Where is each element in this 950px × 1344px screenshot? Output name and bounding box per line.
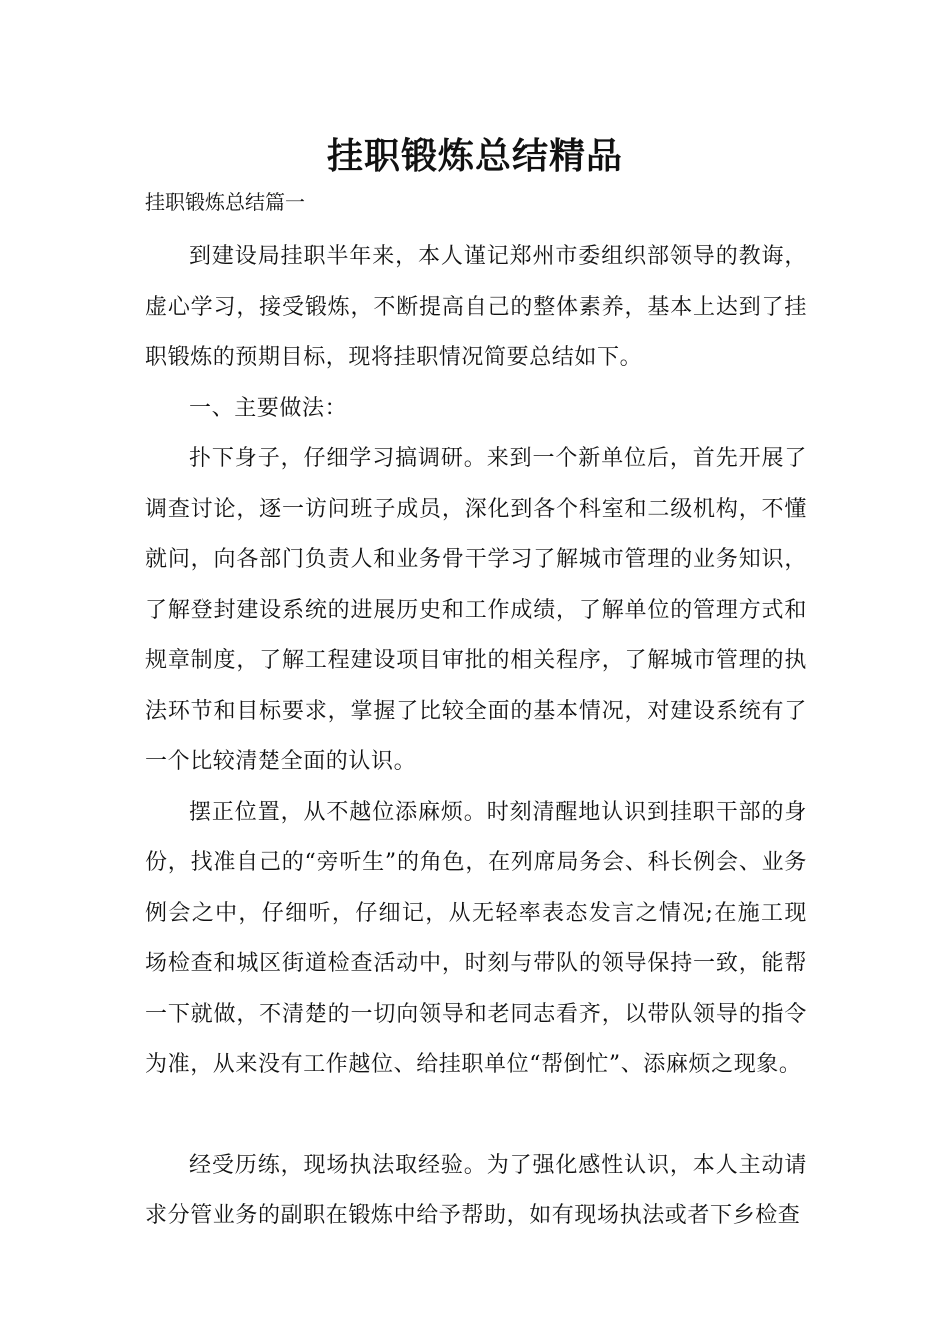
document-body <box>145 232 807 1242</box>
document-title: 挂职锻炼总结精品 <box>326 136 623 177</box>
section-heading: 挂职锻炼总结篇一 <box>145 190 305 214</box>
paragraph-heading-main-methods: 一、主要做法： <box>189 395 348 421</box>
paragraph-intro: 到建设局挂职半年来，本人谨记郑州市委组织部领导的教诲，虚心学习，接受锻炼，不断提高自己的整体素养，基本上达到了挂职锻炼的预期目标，现将挂职情况简要总结如下。 <box>145 244 807 370</box>
paragraph-experience: 经受历练，现场执法取经验。为了强化感性认识，本人主动请求分管业务的副职在锻炼中给予帮助，如有现场执法或者下乡检查 <box>145 1152 807 1228</box>
paragraph-position: 摆正位置，从不越位添麻烦。时刻清醒地认识到挂职干部的身份，找准自己的“旁听生”的角色，在列席局务会、科长例会、业务例会之中，仔细听，仔细记，从无轻率表态发言之情况;在施工现场检查和城区街道检查活动中，时刻与带队的领导保持一致，能帮一下就做，不清楚的一切向领导和老同志看齐，以带队领导的指令为准，从来没有工作越位、给挂职单位“帮倒忙”、添麻烦之现象。 <box>145 799 807 1077</box>
paragraph-research: 扑下身子，仔细学习搞调研。来到一个新单位后，首先开展了调查讨论，逐一访问班子成员，深化到各个科室和二级机构，不懂就问，向各部门负责人和业务骨干学习了解城市管理的业务知识，了解登封建设系统的进展历史和工作成绩，了解单位的管理方式和规章制度，了解工程建设项目审批的相关程序，了解城市管理的执法环节和目标要求，掌握了比较全面的基本情况，对建设系统有了一个比较清楚全面的认识。 <box>145 446 807 774</box>
